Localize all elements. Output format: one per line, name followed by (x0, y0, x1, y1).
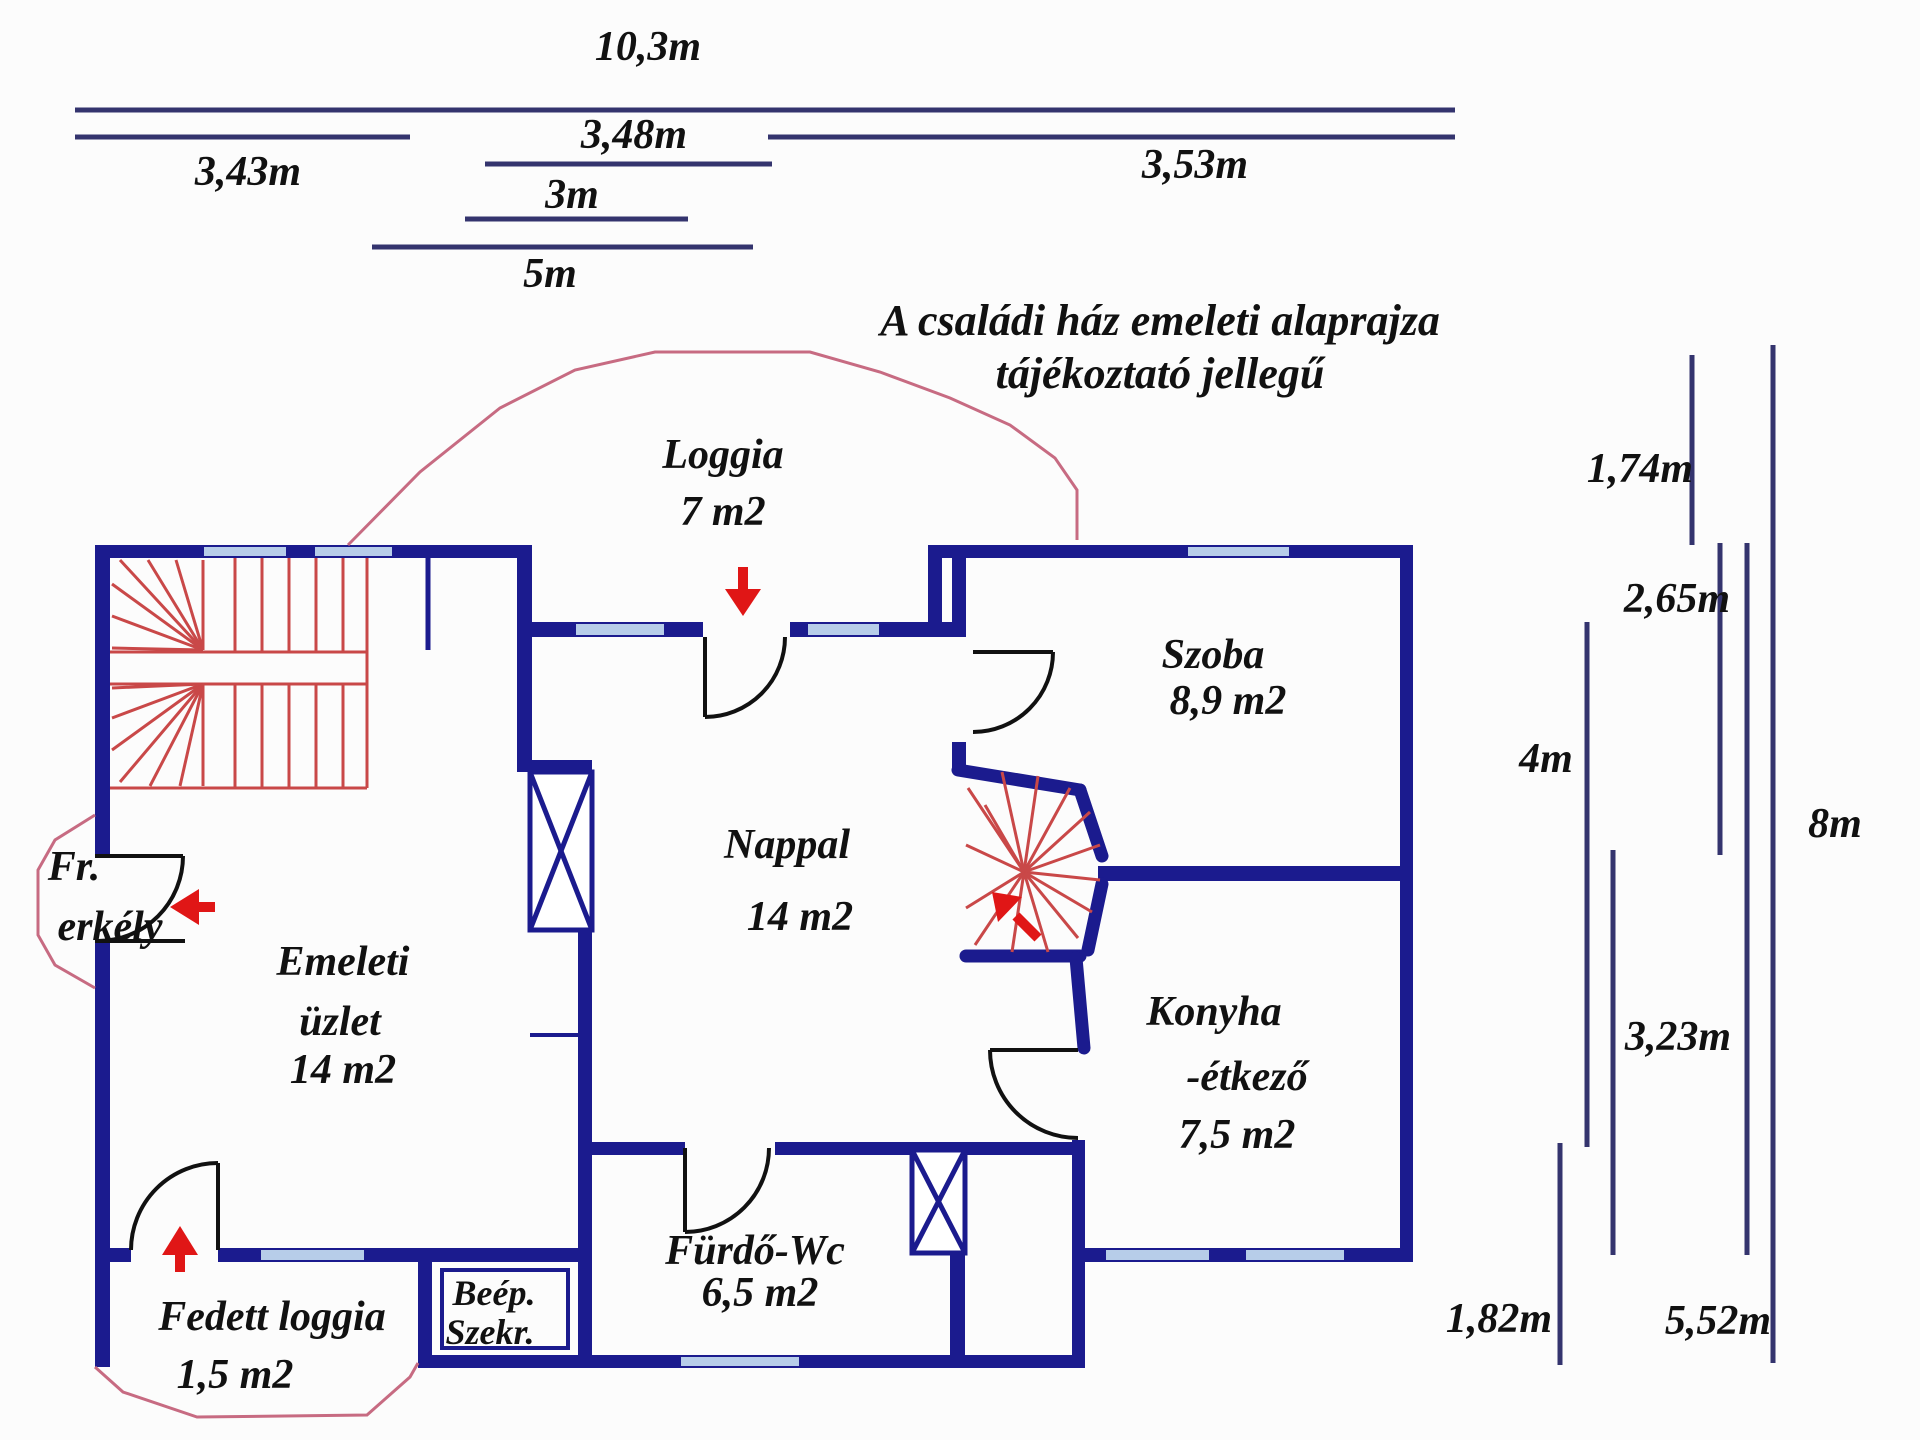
door-swing-arc (685, 1148, 769, 1232)
door-konyha (990, 1050, 1078, 1138)
room-label-erkely-line2: erkély (57, 904, 163, 950)
wall-furdo-top-left (578, 1142, 685, 1155)
room-label-uzlet-line1: Emeleti (276, 939, 410, 985)
arrow-down-loggia-icon (725, 567, 761, 616)
plan-title-line1: A családi ház emeleti alaprajza (880, 296, 1440, 345)
door-furdo (685, 1148, 769, 1232)
room-area-szoba: 8,9 m2 (1169, 678, 1287, 724)
spiral-ray (1012, 872, 1024, 952)
stair-fan-ray (148, 560, 203, 650)
room-label-beep-line2: Szekr. (445, 1312, 535, 1352)
door-swing-arc (973, 652, 1053, 732)
room-label-konyha-line1: Konyha (1146, 989, 1282, 1035)
wall-mid-seg2 (665, 622, 703, 637)
wall-loggia-row-seg1 (95, 1248, 131, 1262)
spiral-wall-to-konyha (1076, 958, 1084, 1048)
door-szoba (973, 652, 1053, 732)
wall-left-lower (95, 941, 110, 1367)
door-loggia-entry (705, 637, 785, 717)
room-label-uzlet-line2: üzlet (299, 999, 381, 1045)
dim-label-3-48m: 3,48m (580, 112, 688, 158)
room-area-fedett-loggia: 1,5 m2 (176, 1352, 294, 1398)
room-label-beep-line1: Beép. (452, 1273, 536, 1313)
window-loggia-left (575, 623, 665, 636)
stair-fan-ray (112, 584, 203, 650)
room-label-erkely-line1: Fr. (47, 844, 101, 890)
dim-label-3-43m: 3,43m (194, 149, 302, 195)
dim-label-3-53m: 3,53m (1141, 142, 1249, 188)
arrow-up-fedett-loggia-icon (162, 1226, 198, 1272)
wall-szoba-konyha (1098, 866, 1413, 881)
door-swing-arc (705, 637, 785, 717)
window-furdo (680, 1356, 800, 1367)
window-konyha-2 (1245, 1249, 1345, 1261)
spiral-wall-top (958, 770, 1080, 790)
room-area-nappal: 14 m2 (746, 894, 854, 940)
dim-label-5m: 5m (523, 251, 577, 297)
window-loggia-right (807, 623, 880, 636)
window-szoba (1187, 546, 1290, 557)
window-fedett-loggia (260, 1249, 365, 1261)
dim-label-1-82m: 1,82m (1445, 1296, 1553, 1342)
room-area-loggia: 7 m2 (680, 489, 766, 535)
wall-divider-upper (517, 553, 532, 768)
fr-erkely-outline (38, 815, 95, 988)
wall-left-upper (95, 545, 110, 856)
spiral-stair-walls (958, 770, 1102, 1048)
room-label-loggia: Loggia (662, 432, 784, 478)
dim-label-4m: 4m (1519, 736, 1573, 782)
dim-label-3-23m: 3,23m (1624, 1014, 1732, 1060)
room-area-uzlet: 14 m2 (289, 1047, 397, 1093)
door-swing-arc (990, 1050, 1078, 1138)
entry-arrows (162, 567, 1038, 1272)
side-dimension-lines (1560, 345, 1773, 1365)
wall-mid-seg3 (790, 622, 807, 637)
wall-wc-vertical (950, 1253, 965, 1368)
wall-top-stub (928, 545, 942, 637)
main-staircase (110, 558, 367, 788)
arrow-left-erkely-icon (170, 889, 215, 925)
dim-label-8m: 8m (1808, 801, 1862, 847)
plan-title-line2: tájékoztató jellegű (995, 349, 1325, 398)
room-label-fedett-loggia: Fedett loggia (158, 1294, 386, 1340)
room-label-nappal: Nappal (724, 822, 850, 868)
wall-right (1400, 545, 1413, 1255)
dim-label-1-74m: 1,74m (1586, 446, 1694, 492)
spiral-wall-right-lower (1088, 884, 1102, 950)
window-top-left-1 (203, 546, 287, 557)
stair-fan-ray (112, 648, 203, 650)
window-konyha-1 (1105, 1249, 1210, 1261)
wall-mid-seg4 (880, 622, 966, 637)
wall-mid-seg1 (532, 622, 575, 637)
dim-label-5-52m: 5,52m (1664, 1298, 1772, 1344)
wall-loggia-row-seg3 (365, 1248, 592, 1262)
wall-szoba-left (952, 558, 966, 622)
dim-label-2-65m: 2,65m (1623, 576, 1731, 622)
spiral-ray (1024, 812, 1090, 872)
room-label-konyha-line2: -étkező (1186, 1054, 1308, 1100)
arrow-head (725, 589, 761, 616)
room-area-konyha: 7,5 m2 (1178, 1112, 1296, 1158)
wall-top-right (928, 545, 1413, 558)
room-area-furdo: 6,5 m2 (701, 1270, 819, 1316)
window-top-left-2 (314, 546, 393, 557)
wall-beep-left (418, 1250, 432, 1368)
wall-konyha-left (1072, 1140, 1085, 1250)
arrow-head (162, 1226, 198, 1255)
wall-notch-vertical (1072, 1248, 1085, 1368)
arrow-shaft (1016, 916, 1038, 938)
wall-loggia-row-seg2 (218, 1248, 260, 1262)
room-label-furdo: Fürdő-Wc (665, 1228, 845, 1274)
dim-label-total: 10,3m (594, 24, 702, 70)
room-label-szoba: Szoba (1161, 632, 1265, 678)
dim-label-3m: 3m (545, 172, 599, 218)
